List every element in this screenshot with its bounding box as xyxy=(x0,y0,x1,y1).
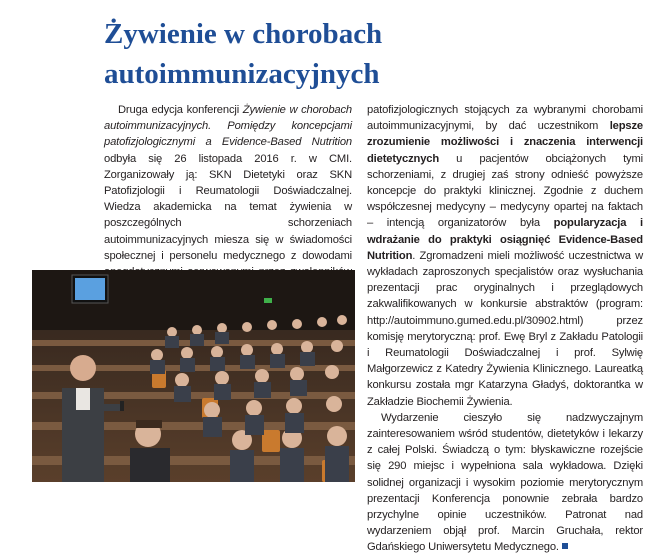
right-column xyxy=(367,102,643,556)
conference-photo xyxy=(32,270,355,482)
text-span: u pacjentów obciążonych tymi schorzeniami, z drugiej zaś strony odnieść powyższe koncepcje do praktyki klinicznej. Zgodnie z duchem współczesnej medycyny – medycyny opartej na faktach – intencją organizatorów była xyxy=(367,152,643,230)
article-title xyxy=(104,14,644,94)
paragraph xyxy=(367,410,643,556)
text-span: Wydarzenie cieszyło się nadzwyczajnym zainteresowaniem wśród studentów, dietetyków i lekarzy z całej Polski. Świadczą o tym: błyskawiczne rozejście się 290 miejsc i wypełniona sala wykładowa. Dzięki solidnej organizacji i wysokim poziomie merytorycznym prezentacji Konferencja ponownie zebrała bardzo przychylne opinie uczestników. Patronat nad wydarzeniem objął prof. Marcin Gruchała, rektor Gdańskiego Uniwersytetu Medycznego. xyxy=(367,411,643,554)
conference-name: Żywienie w chorobach autoimmunizacyjnych. Pomiędzy koncepcjami patofizjologicznymi a Evidence-Based Nutrition xyxy=(104,104,352,149)
text-span: . Zgromadzeni mieli możliwość uczestnictwa w wykładach zaproszonych specjalistów oraz wysłuchania prezentacji prac oryginalnych i przeglądowych zakwalifikowanych w konkursie abstraktów (program: http://autoimmuno.gumed.edu.pl/30902.html) przez komisję merytoryczną: prof. Ewę Bryl z Zakładu Patologii i Reumatologii Doświadczalnej i prof. Sylwię Małgorzewicz z Katedry Żywienia Klinicznego. Laureatką konkursu została mgr Katarzyna Gładyś, doktorantka w Zakładzie Biochemii Żywienia. xyxy=(367,249,643,408)
text-span: patofizjologicznych stojących za wybranymi chorobami autoimmunizacyjnymi, by dać uczestnikom xyxy=(367,104,643,133)
lecture-hall-illustration xyxy=(32,270,355,482)
title-line-1: Żywienie w chorobach xyxy=(104,18,383,50)
text-span: odbyła się 26 listopada 2016 r. w CMI. Zorganizowały ją: SKN Dietetyki oraz SKN Patofizjologii i Reumatologii Doświadczalnej. Wiedza akademicka na temat żywienia w poszczególnych schorzeniach autoimmunizacyjnych miesza się w świadomości społecznej i personelu medycznego z dowodami xyxy=(104,152,352,262)
highlight-text: popularyzacja i wdrażanie do praktyki osiągnięć Evidence-Based Nutrition xyxy=(367,217,643,262)
text-span: Druga edycja konferencji xyxy=(118,104,243,116)
square-end-icon xyxy=(562,543,568,549)
highlight-text: lepsze zrozumienie możliwości i znaczenia interwencji dietetycznych xyxy=(367,120,643,165)
title-line-2: autoimmunizacyjnych xyxy=(104,58,380,90)
paragraph xyxy=(367,102,643,410)
